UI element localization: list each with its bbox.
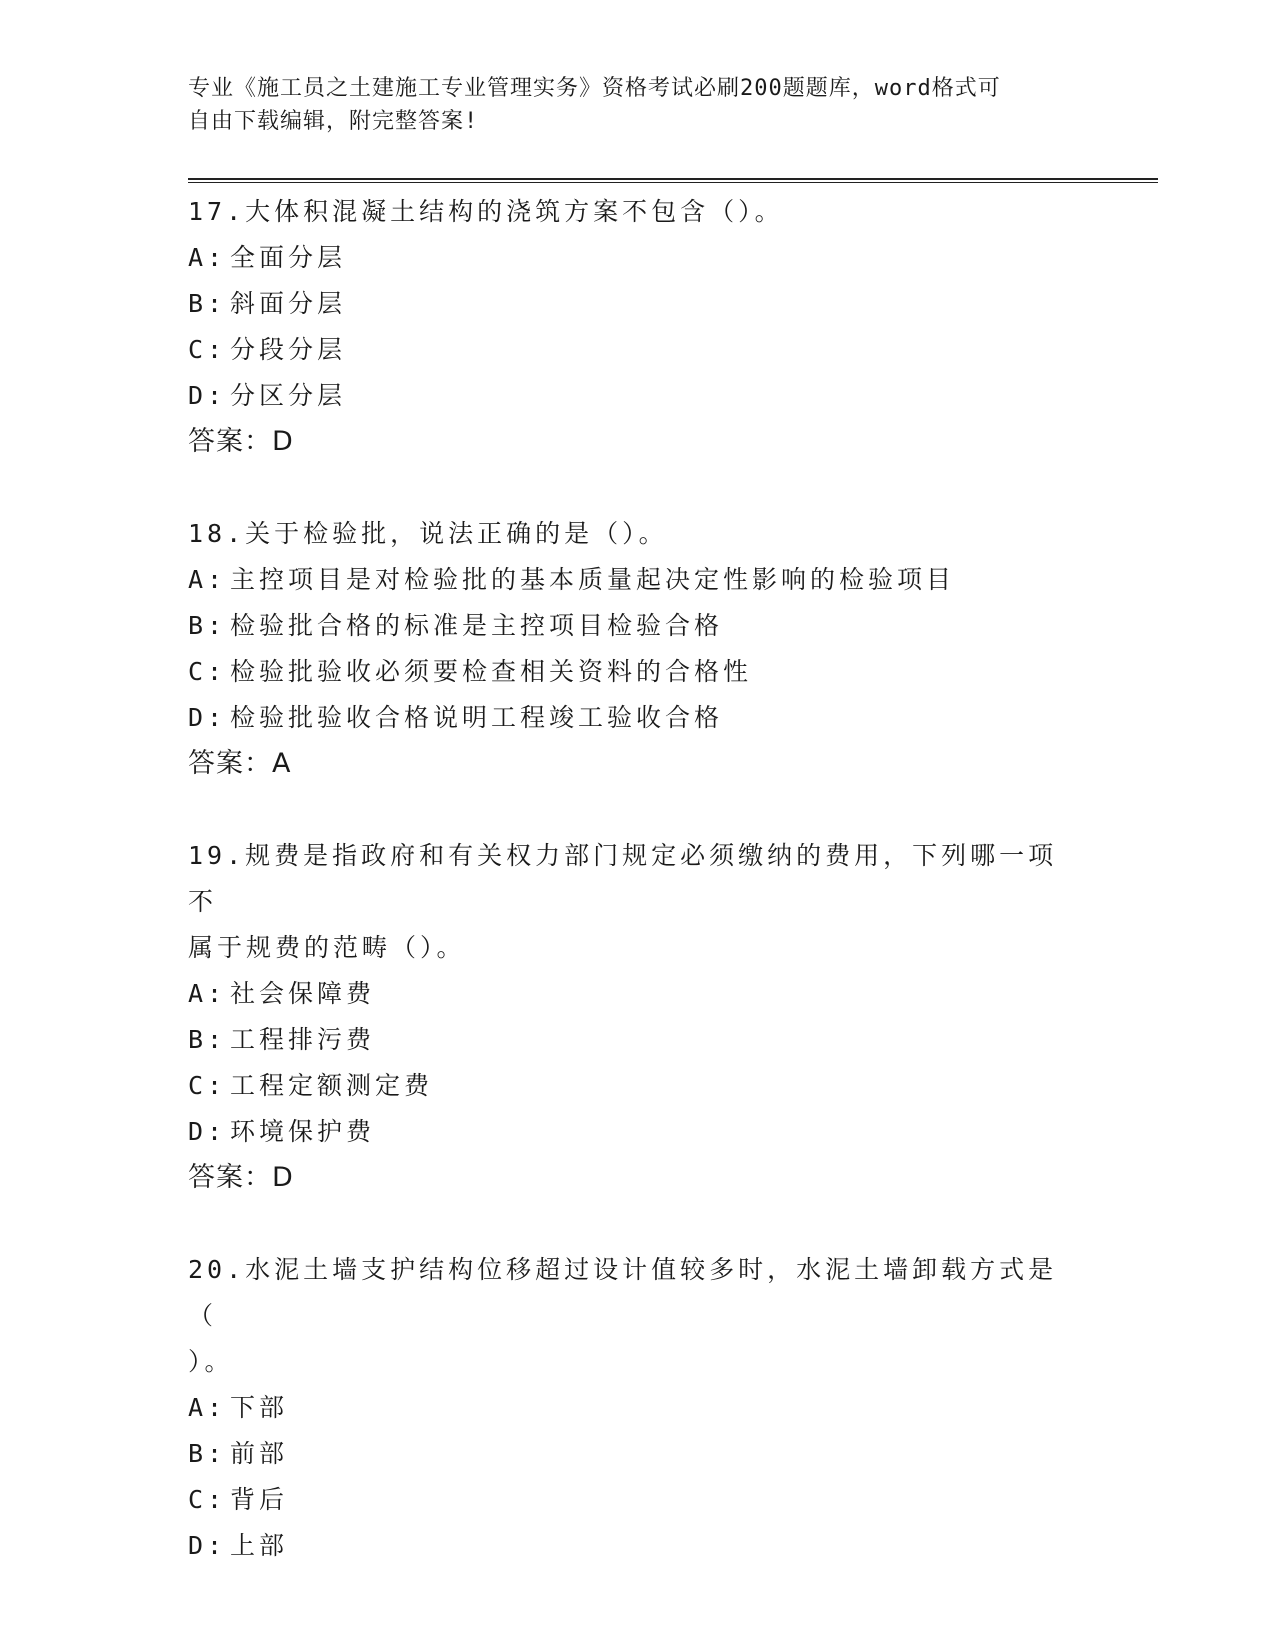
option-d xyxy=(188,373,1088,419)
document-header xyxy=(188,72,1088,138)
option-letter: C: xyxy=(188,1485,227,1514)
option-text: 主控项目是对检验批的基本质量起决定性影响的检验项目 xyxy=(230,565,956,594)
option-letter: D: xyxy=(188,381,227,410)
option-c xyxy=(188,1063,1088,1109)
option-letter: B: xyxy=(188,1439,227,1468)
option-letter: C: xyxy=(188,1071,227,1100)
option-a xyxy=(188,971,1088,1017)
option-letter: C: xyxy=(188,335,227,364)
option-text: 工程排污费 xyxy=(230,1025,376,1054)
option-letter: B: xyxy=(188,289,227,318)
option-text: 检验批验收合格说明工程竣工验收合格 xyxy=(230,703,724,732)
header-divider xyxy=(188,178,1158,183)
option-d xyxy=(188,1523,1088,1569)
question-item xyxy=(188,833,1088,1201)
option-a xyxy=(188,557,1088,603)
option-text: 社会保障费 xyxy=(230,979,376,1008)
option-letter: C: xyxy=(188,657,227,686)
option-text: 前部 xyxy=(230,1439,289,1468)
question-stem: 20.水泥土墙支护结构位移超过设计值较多时，水泥土墙卸载方式是（ xyxy=(188,1255,1058,1330)
header-title-line-1: 专业《施工员之土建施工专业管理实务》资格考试必刷200题题库，word格式可 xyxy=(188,76,1001,101)
question-stem: 18.关于检验批，说法正确的是（）。 xyxy=(188,519,668,548)
question-stem-continued: 属于规费的范畴（）。 xyxy=(188,933,466,962)
question-item xyxy=(188,1247,1088,1569)
option-d xyxy=(188,1109,1088,1155)
option-b xyxy=(188,1017,1088,1063)
option-text: 检验批合格的标准是主控项目检验合格 xyxy=(230,611,724,640)
option-letter: D: xyxy=(188,703,227,732)
option-text: 全面分层 xyxy=(230,243,347,272)
answer-line: 答案：D xyxy=(188,1162,294,1193)
option-letter: D: xyxy=(188,1531,227,1560)
question-item xyxy=(188,189,1088,465)
option-letter: A: xyxy=(188,565,227,594)
option-text: 工程定额测定费 xyxy=(230,1071,434,1100)
option-text: 上部 xyxy=(230,1531,289,1560)
question-stem: 17.大体积混凝土结构的浇筑方案不包含（）。 xyxy=(188,197,784,226)
option-text: 背后 xyxy=(230,1485,289,1514)
option-b xyxy=(188,603,1088,649)
header-title-line-2: 自由下载编辑，附完整答案! xyxy=(188,109,479,134)
option-a xyxy=(188,1385,1088,1431)
question-list xyxy=(188,189,1088,1615)
option-b xyxy=(188,281,1088,327)
option-letter: A: xyxy=(188,243,227,272)
option-letter: B: xyxy=(188,1025,227,1054)
option-b xyxy=(188,1431,1088,1477)
option-c xyxy=(188,649,1088,695)
option-letter: B: xyxy=(188,611,227,640)
option-c xyxy=(188,327,1088,373)
option-letter: A: xyxy=(188,979,227,1008)
option-letter: A: xyxy=(188,1393,227,1422)
answer-line: 答案：A xyxy=(188,748,292,779)
question-stem-continued: ）。 xyxy=(188,1347,234,1376)
option-letter: D: xyxy=(188,1117,227,1146)
option-text: 下部 xyxy=(230,1393,289,1422)
option-text: 检验批验收必须要检查相关资料的合格性 xyxy=(230,657,753,686)
option-d xyxy=(188,695,1088,741)
option-text: 斜面分层 xyxy=(230,289,347,318)
option-c xyxy=(188,1477,1088,1523)
option-text: 分区分层 xyxy=(230,381,347,410)
option-text: 分段分层 xyxy=(230,335,347,364)
option-text: 环境保护费 xyxy=(230,1117,376,1146)
question-stem: 19.规费是指政府和有关权力部门规定必须缴纳的费用，下列哪一项不 xyxy=(188,841,1058,916)
question-item xyxy=(188,511,1088,787)
answer-line: 答案：D xyxy=(188,426,294,457)
option-a xyxy=(188,235,1088,281)
